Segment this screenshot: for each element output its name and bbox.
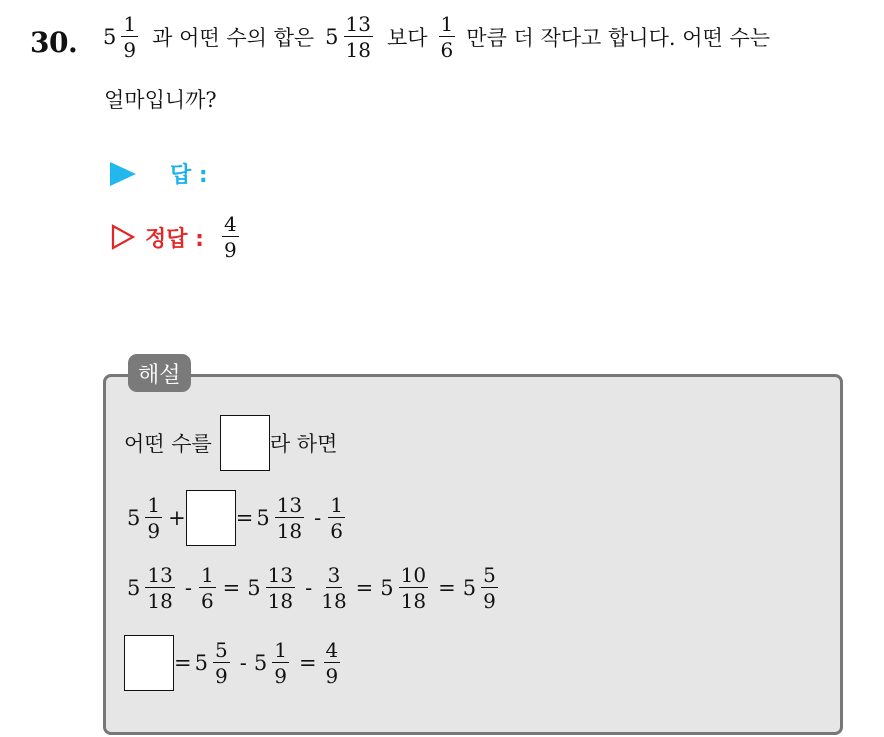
fraction	[324, 640, 341, 686]
solution-line-4	[124, 635, 343, 691]
answer-label: 답 :	[170, 163, 208, 188]
denominator: 18	[147, 589, 173, 613]
numerator: 5	[214, 638, 228, 662]
minus-sign: -	[239, 651, 247, 675]
solution-text: 라 하면	[269, 432, 338, 456]
numerator: 13	[276, 493, 303, 517]
denominator: 6	[330, 519, 343, 543]
denominator: 9	[147, 519, 161, 543]
fraction	[275, 495, 304, 541]
minus-sign: -	[305, 576, 313, 600]
solution-line-3	[124, 565, 504, 611]
mixed-number	[463, 565, 501, 611]
whole-part: 5	[325, 25, 339, 49]
numerator: 4	[325, 638, 339, 662]
equals-sign: =	[438, 576, 456, 600]
question-text: 만큼 더 작다고 합니다. 어떤 수는	[466, 26, 771, 50]
denominator: 18	[345, 38, 371, 62]
whole-part: 5	[127, 506, 141, 530]
numerator: 13	[267, 563, 294, 587]
denominator: 6	[200, 589, 214, 613]
numerator: 13	[147, 563, 173, 587]
numerator: 1	[440, 12, 454, 36]
correct-answer-row	[111, 214, 242, 260]
numerator: 5	[483, 563, 496, 587]
solution-text: 어떤 수를	[124, 432, 212, 456]
question-line-2: 얼마입니까?	[104, 88, 217, 112]
minus-sign: -	[314, 506, 322, 530]
fraction	[328, 495, 345, 541]
fraction	[319, 565, 348, 611]
whole-part: 5	[380, 576, 394, 600]
numerator: 13	[345, 12, 371, 36]
whole-part: 5	[253, 651, 268, 675]
fraction	[145, 565, 174, 611]
fraction	[145, 495, 162, 541]
denominator: 9	[325, 664, 339, 688]
numerator: 10	[400, 563, 427, 587]
whole-part: 5	[103, 25, 117, 49]
solution-tag: 해설	[128, 354, 191, 392]
numerator: 4	[223, 212, 237, 236]
whole-part: 5	[256, 506, 270, 530]
minus-sign: -	[184, 576, 192, 600]
denominator: 9	[223, 238, 237, 262]
answer-row	[110, 158, 208, 189]
outline-triangle-icon	[111, 224, 135, 250]
fraction	[266, 565, 295, 611]
equals-sign: =	[355, 576, 374, 600]
mixed-number	[127, 495, 165, 541]
question-text: 과 어떤 수의 합은	[152, 26, 315, 50]
denominator: 9	[214, 664, 228, 688]
numerator: 1	[147, 493, 161, 517]
denominator: 18	[276, 519, 303, 543]
correct-answer-label: 정답 :	[145, 226, 204, 252]
fraction	[344, 14, 373, 60]
whole-part: 5	[462, 576, 477, 600]
numerator: 1	[330, 493, 343, 517]
denominator: 9	[483, 589, 496, 613]
solution-line-2	[124, 490, 348, 546]
denominator: 18	[321, 589, 347, 613]
equals-sign: =	[174, 651, 192, 675]
mixed-number	[380, 565, 431, 611]
solution-line-1	[124, 415, 337, 471]
mixed-number	[256, 495, 307, 541]
denominator: 9	[274, 664, 287, 688]
play-triangle-icon	[110, 162, 136, 186]
numerator: 1	[123, 12, 137, 36]
mixed-number	[247, 565, 298, 611]
whole-part: 5	[127, 576, 141, 600]
fraction	[439, 14, 456, 60]
mixed-number	[195, 640, 233, 686]
unknown-box	[220, 415, 270, 471]
plus-sign: +	[168, 506, 186, 530]
equals-sign: =	[298, 651, 317, 675]
fraction	[272, 640, 289, 686]
question-text: 보다	[386, 26, 428, 50]
question-line-1	[100, 14, 770, 60]
fraction	[213, 640, 230, 686]
fraction	[481, 565, 498, 611]
numerator: 1	[200, 563, 214, 587]
numerator: 1	[274, 638, 287, 662]
whole-part: 5	[194, 651, 208, 675]
denominator: 6	[440, 38, 454, 62]
fraction	[199, 565, 216, 611]
denominator: 18	[400, 589, 427, 613]
mixed-number	[103, 14, 141, 60]
equals-sign: =	[235, 506, 254, 530]
equals-sign: =	[222, 576, 241, 600]
unknown-box	[186, 490, 236, 546]
numerator: 3	[327, 563, 341, 587]
fraction	[121, 14, 138, 60]
question-number: 30.	[30, 26, 78, 59]
mixed-number	[254, 640, 292, 686]
mixed-number	[127, 565, 178, 611]
correct-answer-fraction	[222, 214, 239, 260]
mixed-number	[325, 14, 376, 60]
denominator: 9	[123, 38, 137, 62]
fraction	[399, 565, 428, 611]
unknown-box	[124, 635, 174, 691]
whole-part: 5	[247, 576, 261, 600]
denominator: 18	[267, 589, 294, 613]
